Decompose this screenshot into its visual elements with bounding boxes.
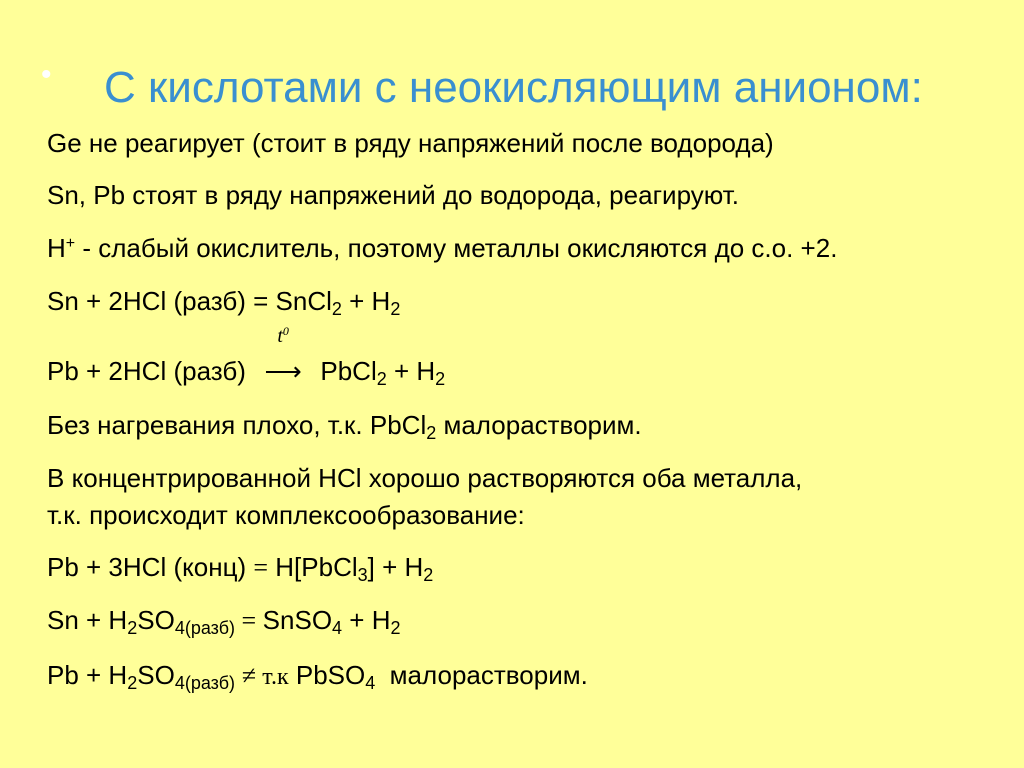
subscript: 2 [376,369,387,389]
subscript: 2 [390,618,401,638]
equation-text: Sn + 2HCl (разб) = SnCl [47,286,332,316]
line-text: В концентрированной HCl хорошо растворяются оба металла, [47,463,803,493]
title-bullet: • [41,58,52,91]
equation-text: малорастворим. [375,660,588,690]
equation-text: Sn + H [47,605,128,635]
subscript: 4 [332,618,343,638]
equation-text: Pb + 2HCl (разб) [47,356,254,386]
subscript: 2 [435,369,446,389]
text-line-concentrated [47,463,802,493]
superscript: 0 [282,324,289,338]
subscript: 4(разб) [174,673,235,693]
subscript: 2 [423,565,434,585]
subscript: 3 [357,565,368,585]
subscript: 2 [127,618,138,638]
superscript: + [65,235,76,252]
equation-pb-h2so4 [47,660,588,692]
subscript: 2 [331,299,342,319]
slide-title: С кислотами с неокисляющим анионом: [104,63,923,112]
arrow-icon: ⟶ [264,357,302,386]
equation-text: Pb + 3HCl (конц) [47,552,254,582]
equation-sn-h2so4 [47,605,401,636]
text-line-sn-pb [47,180,739,210]
equation-text: PbSO [288,660,366,690]
equation-text: H[PbCl [268,552,358,582]
equation-text: Pb + H [47,660,128,690]
line-text: Ge не реагирует (стоит в ряду напряжений после водорода) [47,128,774,158]
heating-symbol: t [277,325,283,347]
equation-text: ] + H [367,552,424,582]
equation-text: + H [342,605,391,635]
subscript: 4(разб) [174,618,235,638]
text-line-ge [47,128,774,158]
line-text: H [47,233,66,263]
reaction-arrow [257,324,309,387]
line-text: Без нагревания плохо, т.к. PbCl [47,410,427,440]
line-text: малорастворим. [436,410,642,440]
not-equal-icon: ≠ [235,661,263,690]
equation-text: SO [137,660,175,690]
heating-label [257,326,309,346]
equation-pb-hcl [47,324,446,389]
equation-sn-hcl [47,286,401,319]
equation-text: SnSO [262,605,333,635]
abbreviation-text: т.к [262,664,289,690]
text-line-oxidizer [47,233,837,263]
subscript: 4 [365,673,376,693]
text-line-no-heating [47,410,642,443]
subscript: 2 [127,673,138,693]
equation-text: + H [386,356,436,386]
subscript: 2 [390,299,401,319]
equation-pb-hcl-conc [47,552,433,583]
equation-text: + H [341,286,391,316]
equals-icon: = [235,606,263,635]
line-text: т.к. происходит комплексообразование: [47,500,525,530]
equals-icon: = [253,553,269,582]
subscript: 2 [426,423,437,443]
line-text: - слабый окислитель, поэтому металлы окисляются до с.о. +2. [75,233,838,263]
equation-text: PbCl [313,356,377,386]
text-line-complex [47,500,525,530]
line-text: Sn, Pb стоят в ряду напряжений до водорода, реагируют. [47,180,739,210]
equation-text: SO [137,605,175,635]
